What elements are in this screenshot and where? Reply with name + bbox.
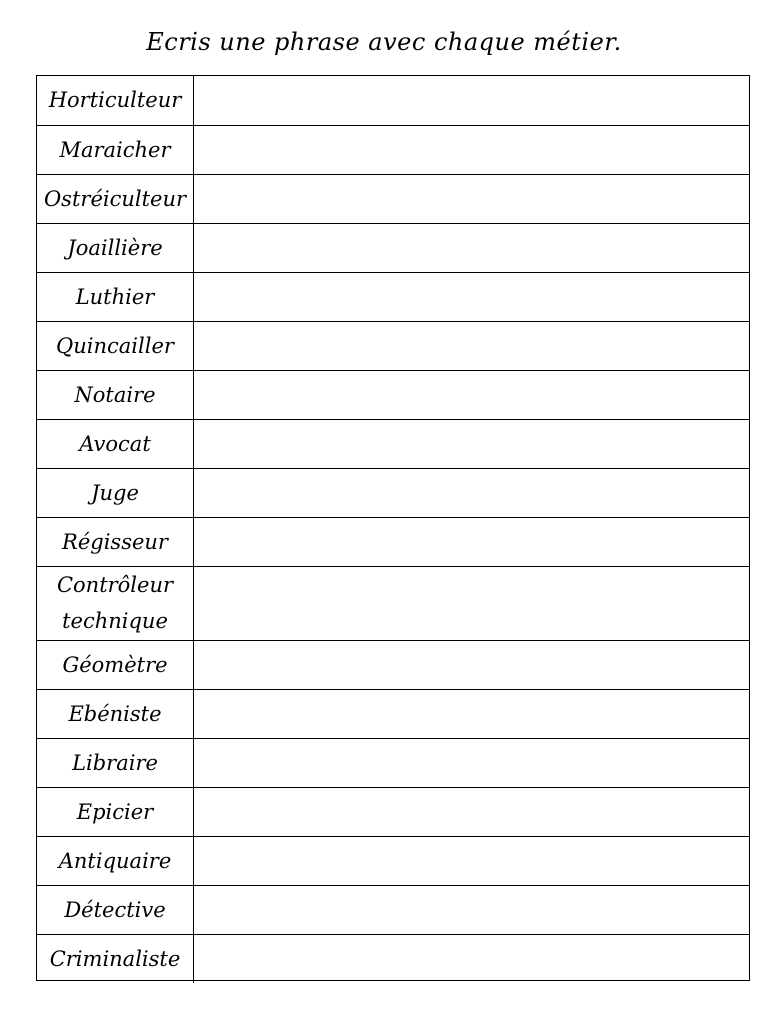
profession-label: Détective [37, 885, 194, 934]
table-row [37, 517, 749, 566]
table-row [37, 787, 749, 836]
profession-label: Ebéniste [37, 689, 194, 738]
table-row [37, 885, 749, 934]
profession-label: Joaillière [37, 223, 194, 272]
table-row [37, 223, 749, 272]
answer-cell[interactable] [194, 689, 750, 738]
table-row [37, 566, 749, 640]
answer-cell[interactable] [194, 419, 750, 468]
answer-cell[interactable] [194, 787, 750, 836]
answer-cell[interactable] [194, 836, 750, 885]
table-row [37, 125, 749, 174]
profession-label: Régisseur [37, 517, 194, 566]
profession-table [36, 75, 750, 981]
profession-label: Criminaliste [37, 934, 194, 983]
profession-label: Géomètre [37, 640, 194, 689]
answer-cell[interactable] [194, 885, 750, 934]
table-row [37, 174, 749, 223]
table-row [37, 468, 749, 517]
worksheet-title: Ecris une phrase avec chaque métier. [146, 28, 622, 56]
profession-label: Epicier [37, 787, 194, 836]
profession-label: Maraicher [37, 125, 194, 174]
answer-cell[interactable] [194, 125, 750, 174]
profession-label: Libraire [37, 738, 194, 787]
answer-cell[interactable] [194, 76, 750, 125]
profession-label: Quincailler [37, 321, 194, 370]
answer-cell[interactable] [194, 738, 750, 787]
profession-label: Horticulteur [37, 76, 194, 125]
answer-cell[interactable] [194, 321, 750, 370]
profession-label: Notaire [37, 370, 194, 419]
table-row [37, 370, 749, 419]
table-row [37, 272, 749, 321]
answer-cell[interactable] [194, 468, 750, 517]
table-row [37, 738, 749, 787]
answer-cell[interactable] [194, 934, 750, 983]
table-row [37, 419, 749, 468]
profession-label: Luthier [37, 272, 194, 321]
table-row [37, 836, 749, 885]
answer-cell[interactable] [194, 174, 750, 223]
answer-cell[interactable] [194, 223, 750, 272]
profession-label: Juge [37, 468, 194, 517]
table-row [37, 689, 749, 738]
answer-cell[interactable] [194, 517, 750, 566]
answer-cell[interactable] [194, 640, 750, 689]
answer-cell[interactable] [194, 566, 750, 640]
profession-label: Contrôleur technique [37, 566, 194, 640]
table-row [37, 76, 749, 125]
answer-cell[interactable] [194, 370, 750, 419]
table-row [37, 640, 749, 689]
table-row [37, 321, 749, 370]
profession-label: Antiquaire [37, 836, 194, 885]
profession-label: Ostréiculteur [37, 174, 194, 223]
table-row [37, 934, 749, 983]
profession-label: Avocat [37, 419, 194, 468]
answer-cell[interactable] [194, 272, 750, 321]
